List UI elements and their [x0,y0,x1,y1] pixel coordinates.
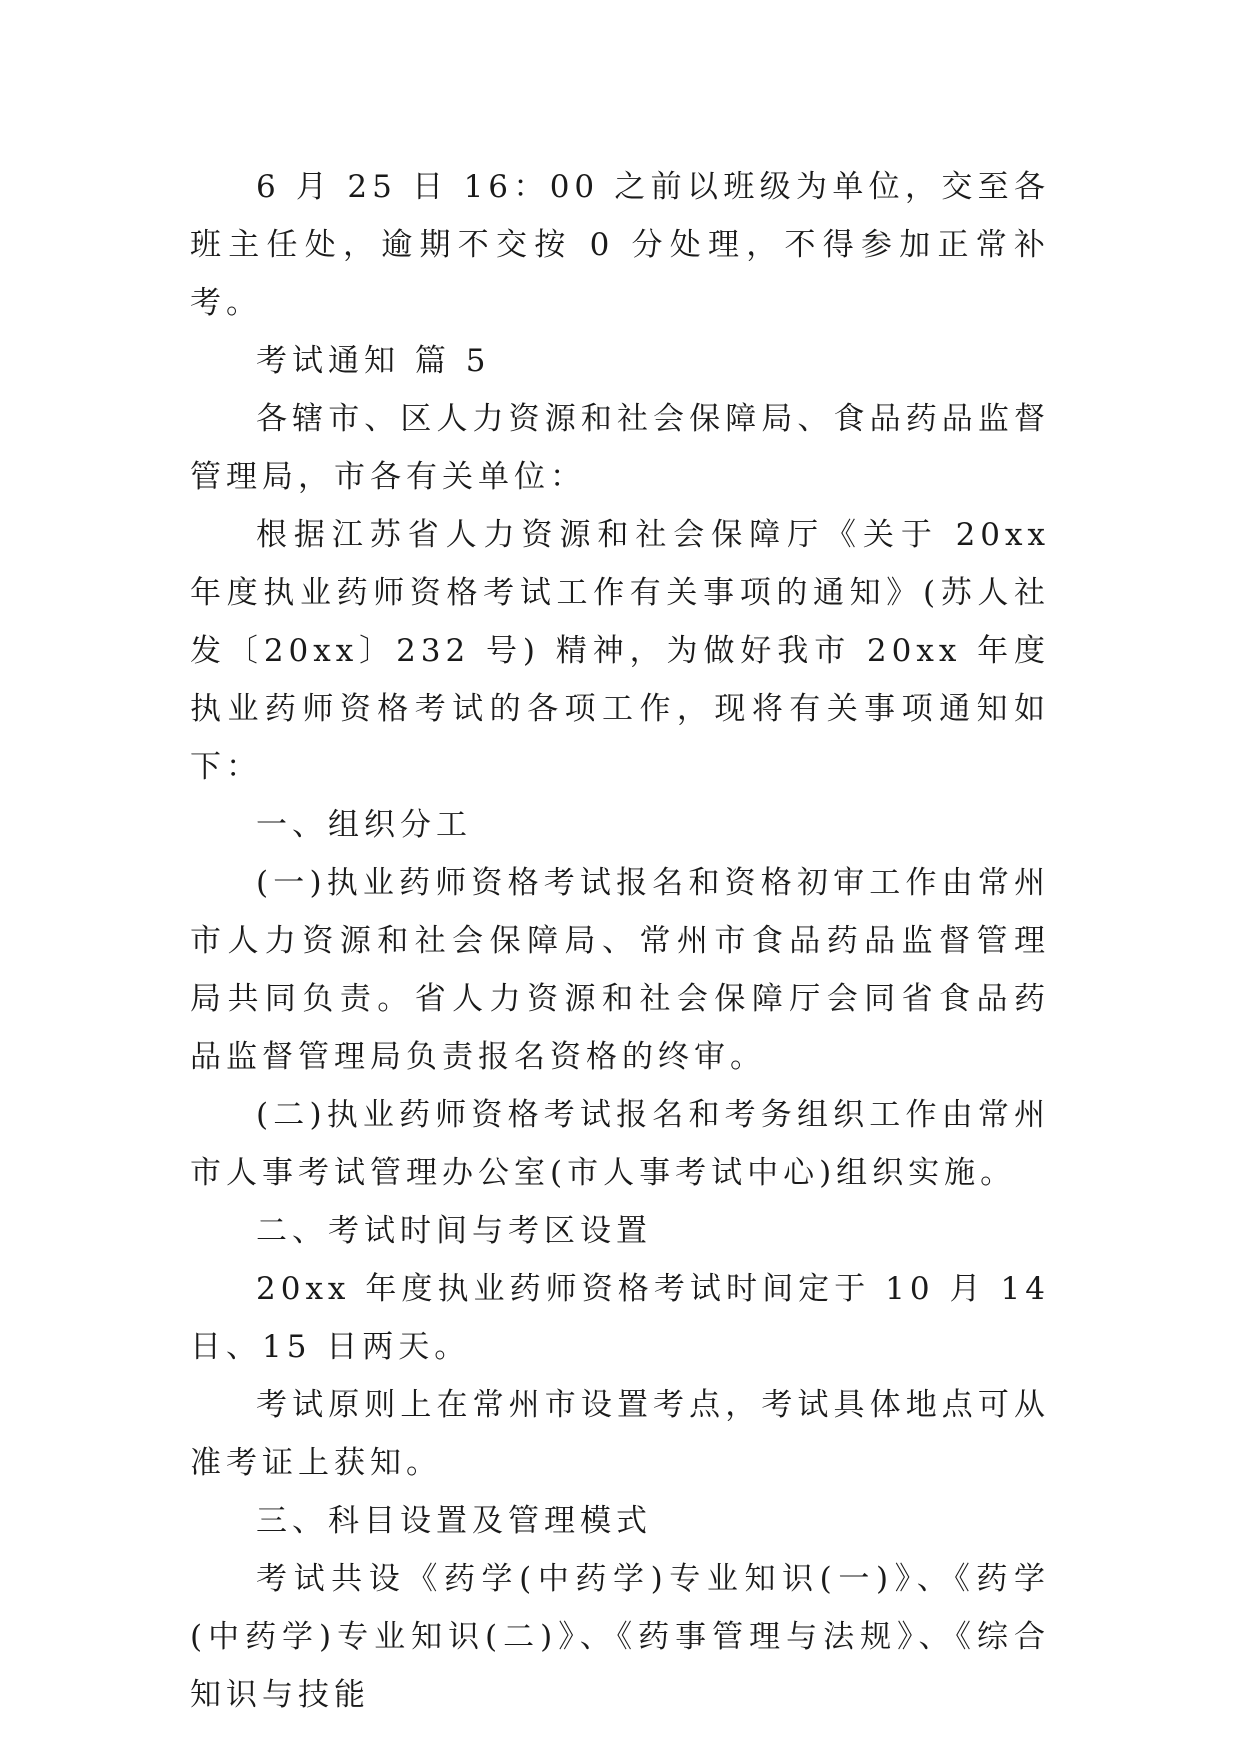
paragraph-intro: 根据江苏省人力资源和社会保障厅《关于 20xx 年度执业药师资格考试工作有关事项的通知》(苏人社发〔20xx〕232 号) 精神，为做好我市 20xx 年度执业药师资格考试的各项工作，现将有关事项通知如下： [190,517,1050,785]
paragraph-subjects: 考试共设《药学(中药学)专业知识(一)》、《药学(中药学)专业知识(二)》、《药事管理与法规》、《综合知识与技能 [190,1561,1050,1713]
section-title-exam-notice: 考试通知 篇 5 [256,343,491,379]
heading-organization: 一、组织分工 [256,807,472,843]
paragraph-organization-1: (一)执业药师资格考试报名和资格初审工作由常州市人力资源和社会保障局、常州市食品药品监督管理局共同负责。省人力资源和社会保障厅会同省食品药品监督管理局负责报名资格的终审。 [190,865,1050,1075]
heading-exam-time: 二、考试时间与考区设置 [256,1213,652,1249]
paragraph-organization-2: (二)执业药师资格考试报名和考务组织工作由常州市人事考试管理办公室(市人事考试中心)组织实施。 [190,1097,1050,1191]
paragraph-exam-location: 考试原则上在常州市设置考点，考试具体地点可从准考证上获知。 [190,1387,1050,1481]
document-body [190,158,1050,1724]
paragraph-exam-dates: 20xx 年度执业药师资格考试时间定于 10 月 14 日、15 日两天。 [190,1271,1050,1365]
heading-subjects: 三、科目设置及管理模式 [256,1503,652,1539]
paragraph-deadline-notice: 6 月 25 日 16：00 之前以班级为单位，交至各班主任处，逾期不交按 0 分处理，不得参加正常补考。 [190,169,1050,321]
paragraph-addressees: 各辖市、区人力资源和社会保障局、食品药品监督管理局，市各有关单位： [190,401,1050,495]
